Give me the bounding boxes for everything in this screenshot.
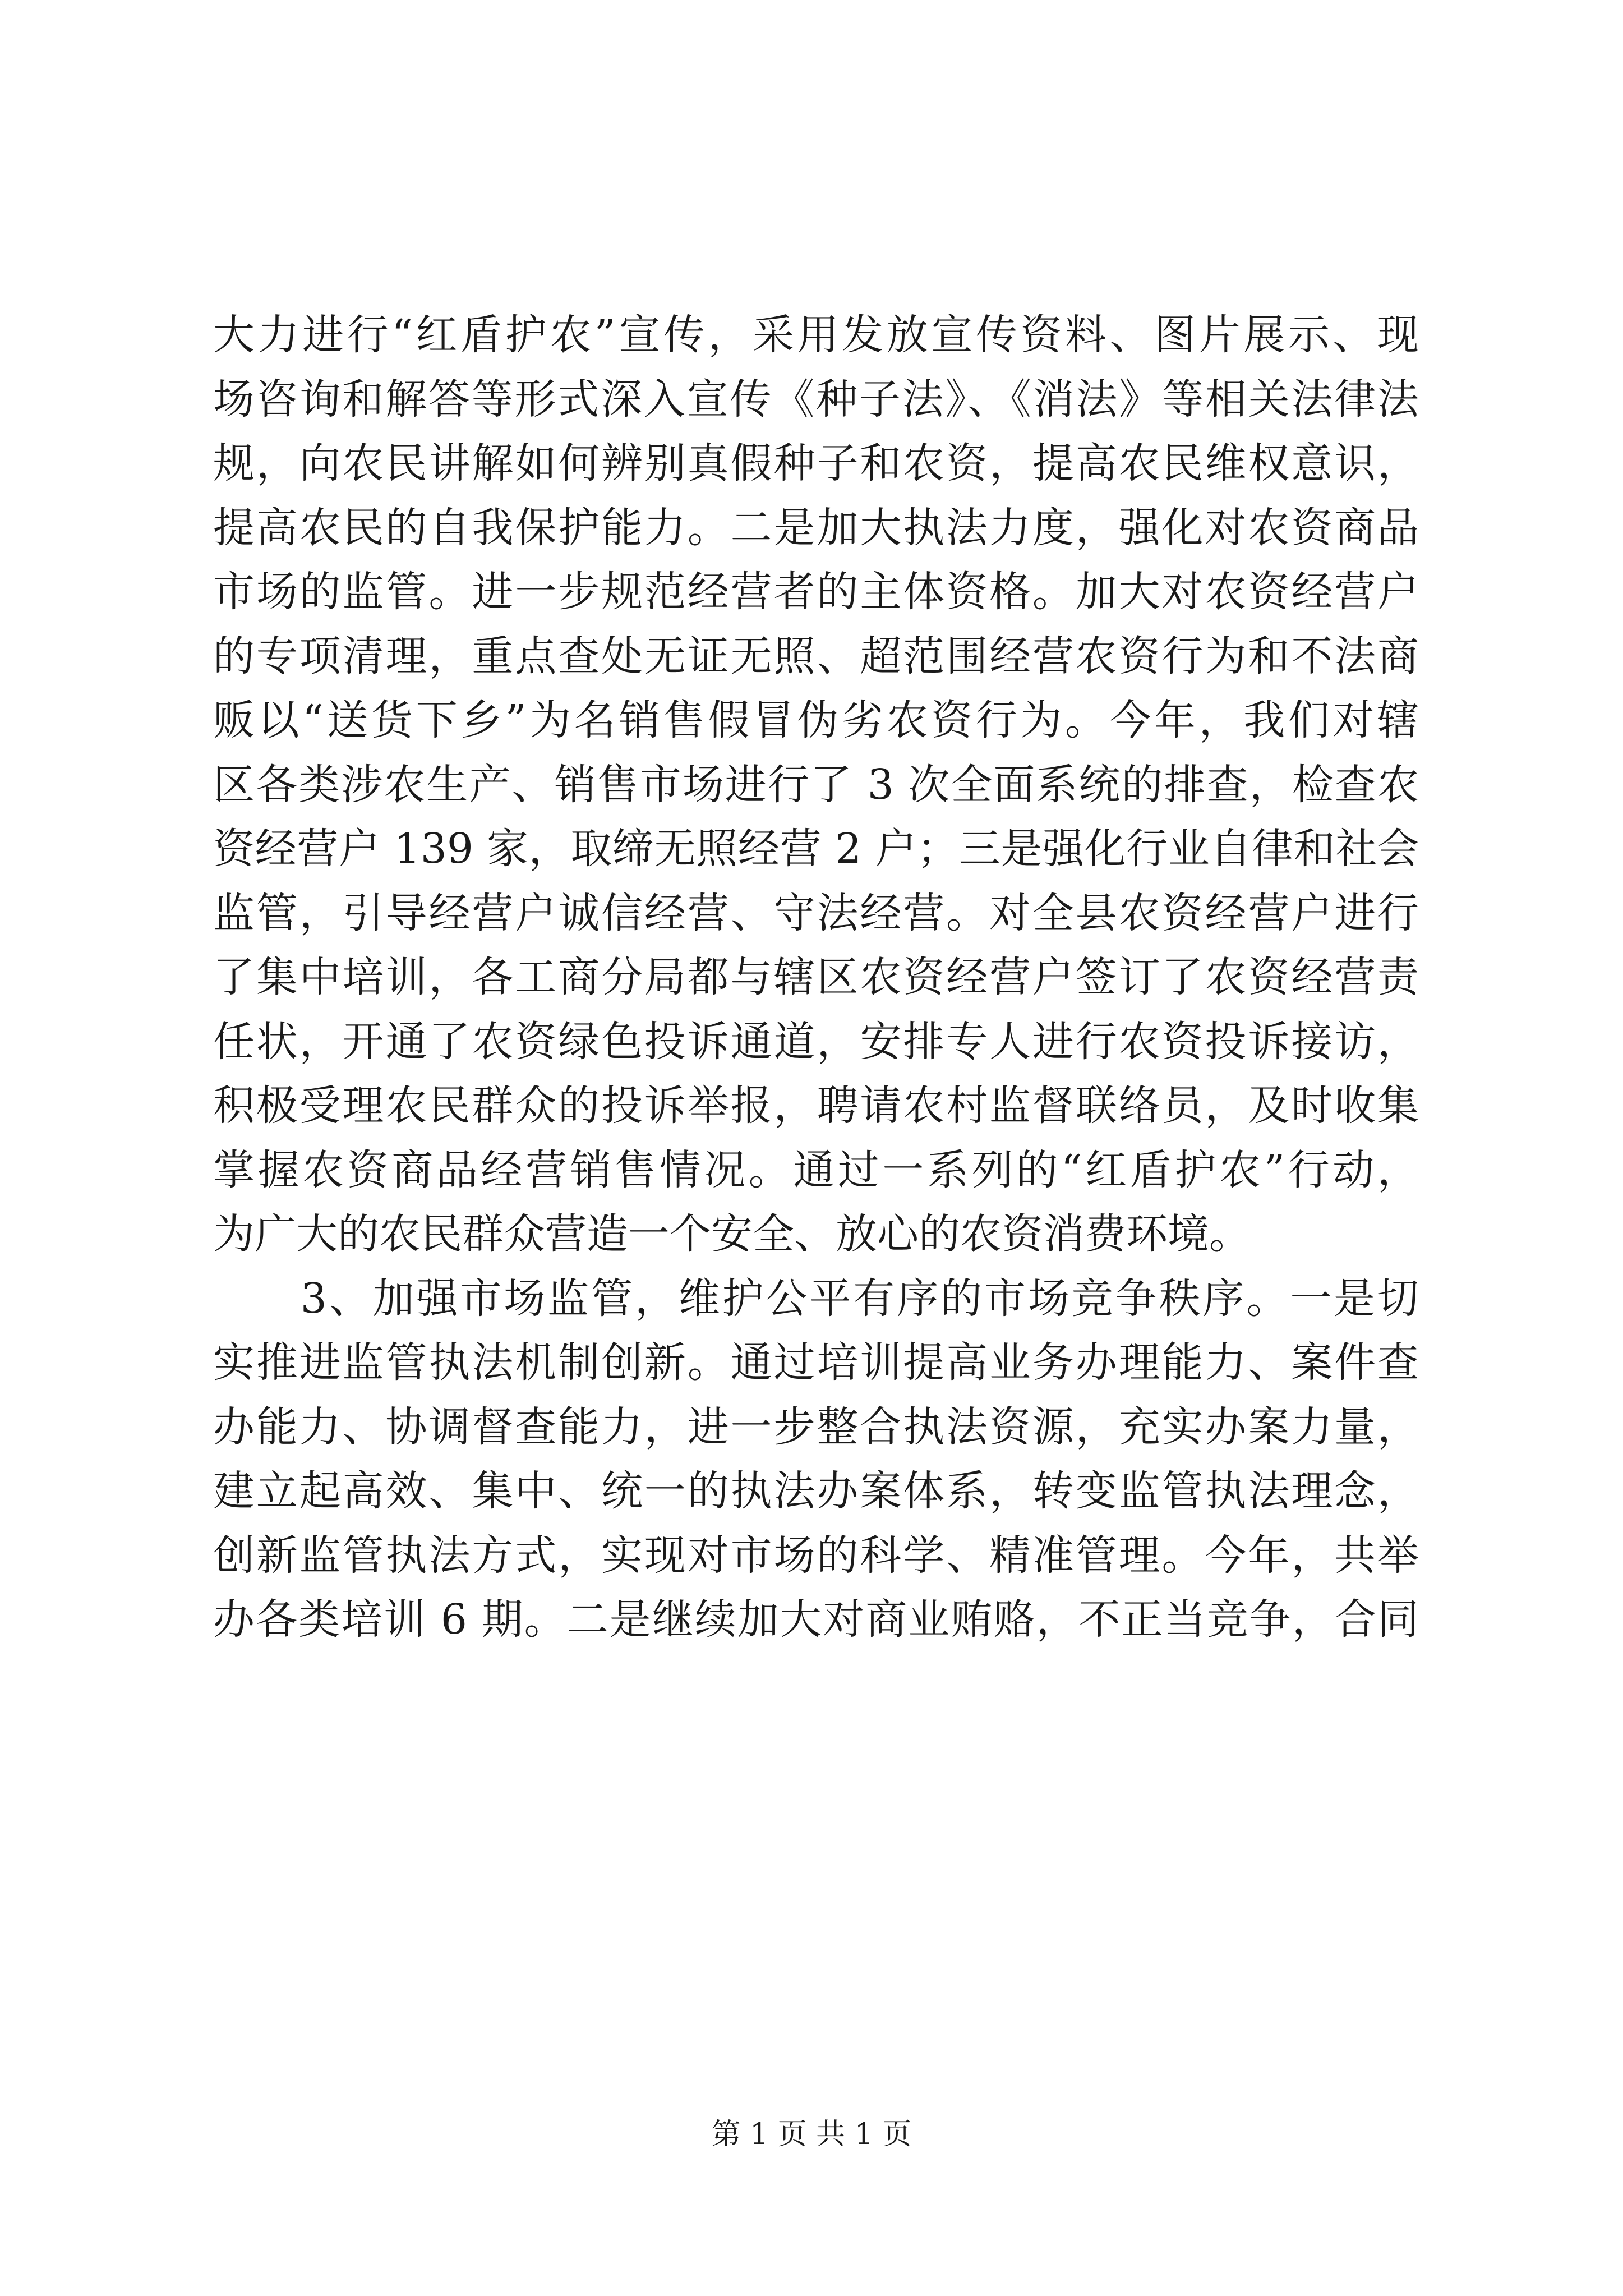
text-line: 掌握农资商品经营销售情况。通过一系列的“红盾护农”行动， (213, 1145, 1419, 1194)
text-line: 办能力、协调督查能力，进一步整合执法资源，充实办案力量， (213, 1402, 1419, 1451)
text-line: 办各类培训 6 期。二是继续加大对商业贿赂，不正当竞争，合同 (213, 1595, 1419, 1644)
text-line: 规，向农民讲解如何辨别真假种子和农资，提高农民维权意识， (213, 439, 1419, 487)
text-line: 实推进监管执法机制创新。通过培训提高业务办理能力、案件查 (213, 1338, 1419, 1387)
text-line: 大力进行“红盾护农”宣传，采用发放宣传资料、图片展示、现 (213, 311, 1419, 359)
text-line: 市场的监管。进一步规范经营者的主体资格。加大对农资经营户 (213, 568, 1419, 616)
paragraph-start-line: 3、加强市场监管，维护公平有序的市场竞争秩序。一是切 (213, 1274, 1419, 1323)
text-line: 监管，引导经营户诚信经营、守法经营。对全县农资经营户进行 (213, 889, 1419, 937)
paragraph-end-line: 为广大的农民群众营造一个安全、放心的农资消费环境。 (213, 1210, 1251, 1258)
text-line: 资经营户 139 家，取缔无照经营 2 户；三是强化行业自律和社会 (213, 825, 1419, 873)
text-line: 贩以“送货下乡”为名销售假冒伪劣农资行为。今年，我们对辖 (213, 696, 1419, 744)
text-line: 的专项清理，重点查处无证无照、超范围经营农资行为和不法商 (213, 632, 1419, 680)
page-footer (0, 2110, 1623, 2152)
body-text (213, 303, 1419, 1652)
text-line: 场咨询和解答等形式深入宣传《种子法》、《消法》等相关法律法 (213, 375, 1419, 424)
text-line: 积极受理农民群众的投诉举报，聘请农村监督联络员，及时收集 (213, 1082, 1419, 1130)
text-line: 区各类涉农生产、销售市场进行了 3 次全面系统的排查，检查农 (213, 760, 1419, 809)
text-line: 创新监管执法方式，实现对市场的科学、精准管理。今年，共举 (213, 1531, 1419, 1580)
page-number-label: 第 1 页 共 1 页 (711, 2118, 912, 2151)
text-line: 任状，开通了农资绿色投诉通道，安排专人进行农资投诉接访， (213, 1017, 1419, 1066)
text-line: 提高农民的自我保护能力。二是加大执法力度，强化对农资商品 (213, 503, 1419, 552)
text-line: 建立起高效、集中、统一的执法办案体系，转变监管执法理念， (213, 1467, 1419, 1515)
text-line: 了集中培训，各工商分局都与辖区农资经营户签订了农资经营责 (213, 953, 1419, 1001)
